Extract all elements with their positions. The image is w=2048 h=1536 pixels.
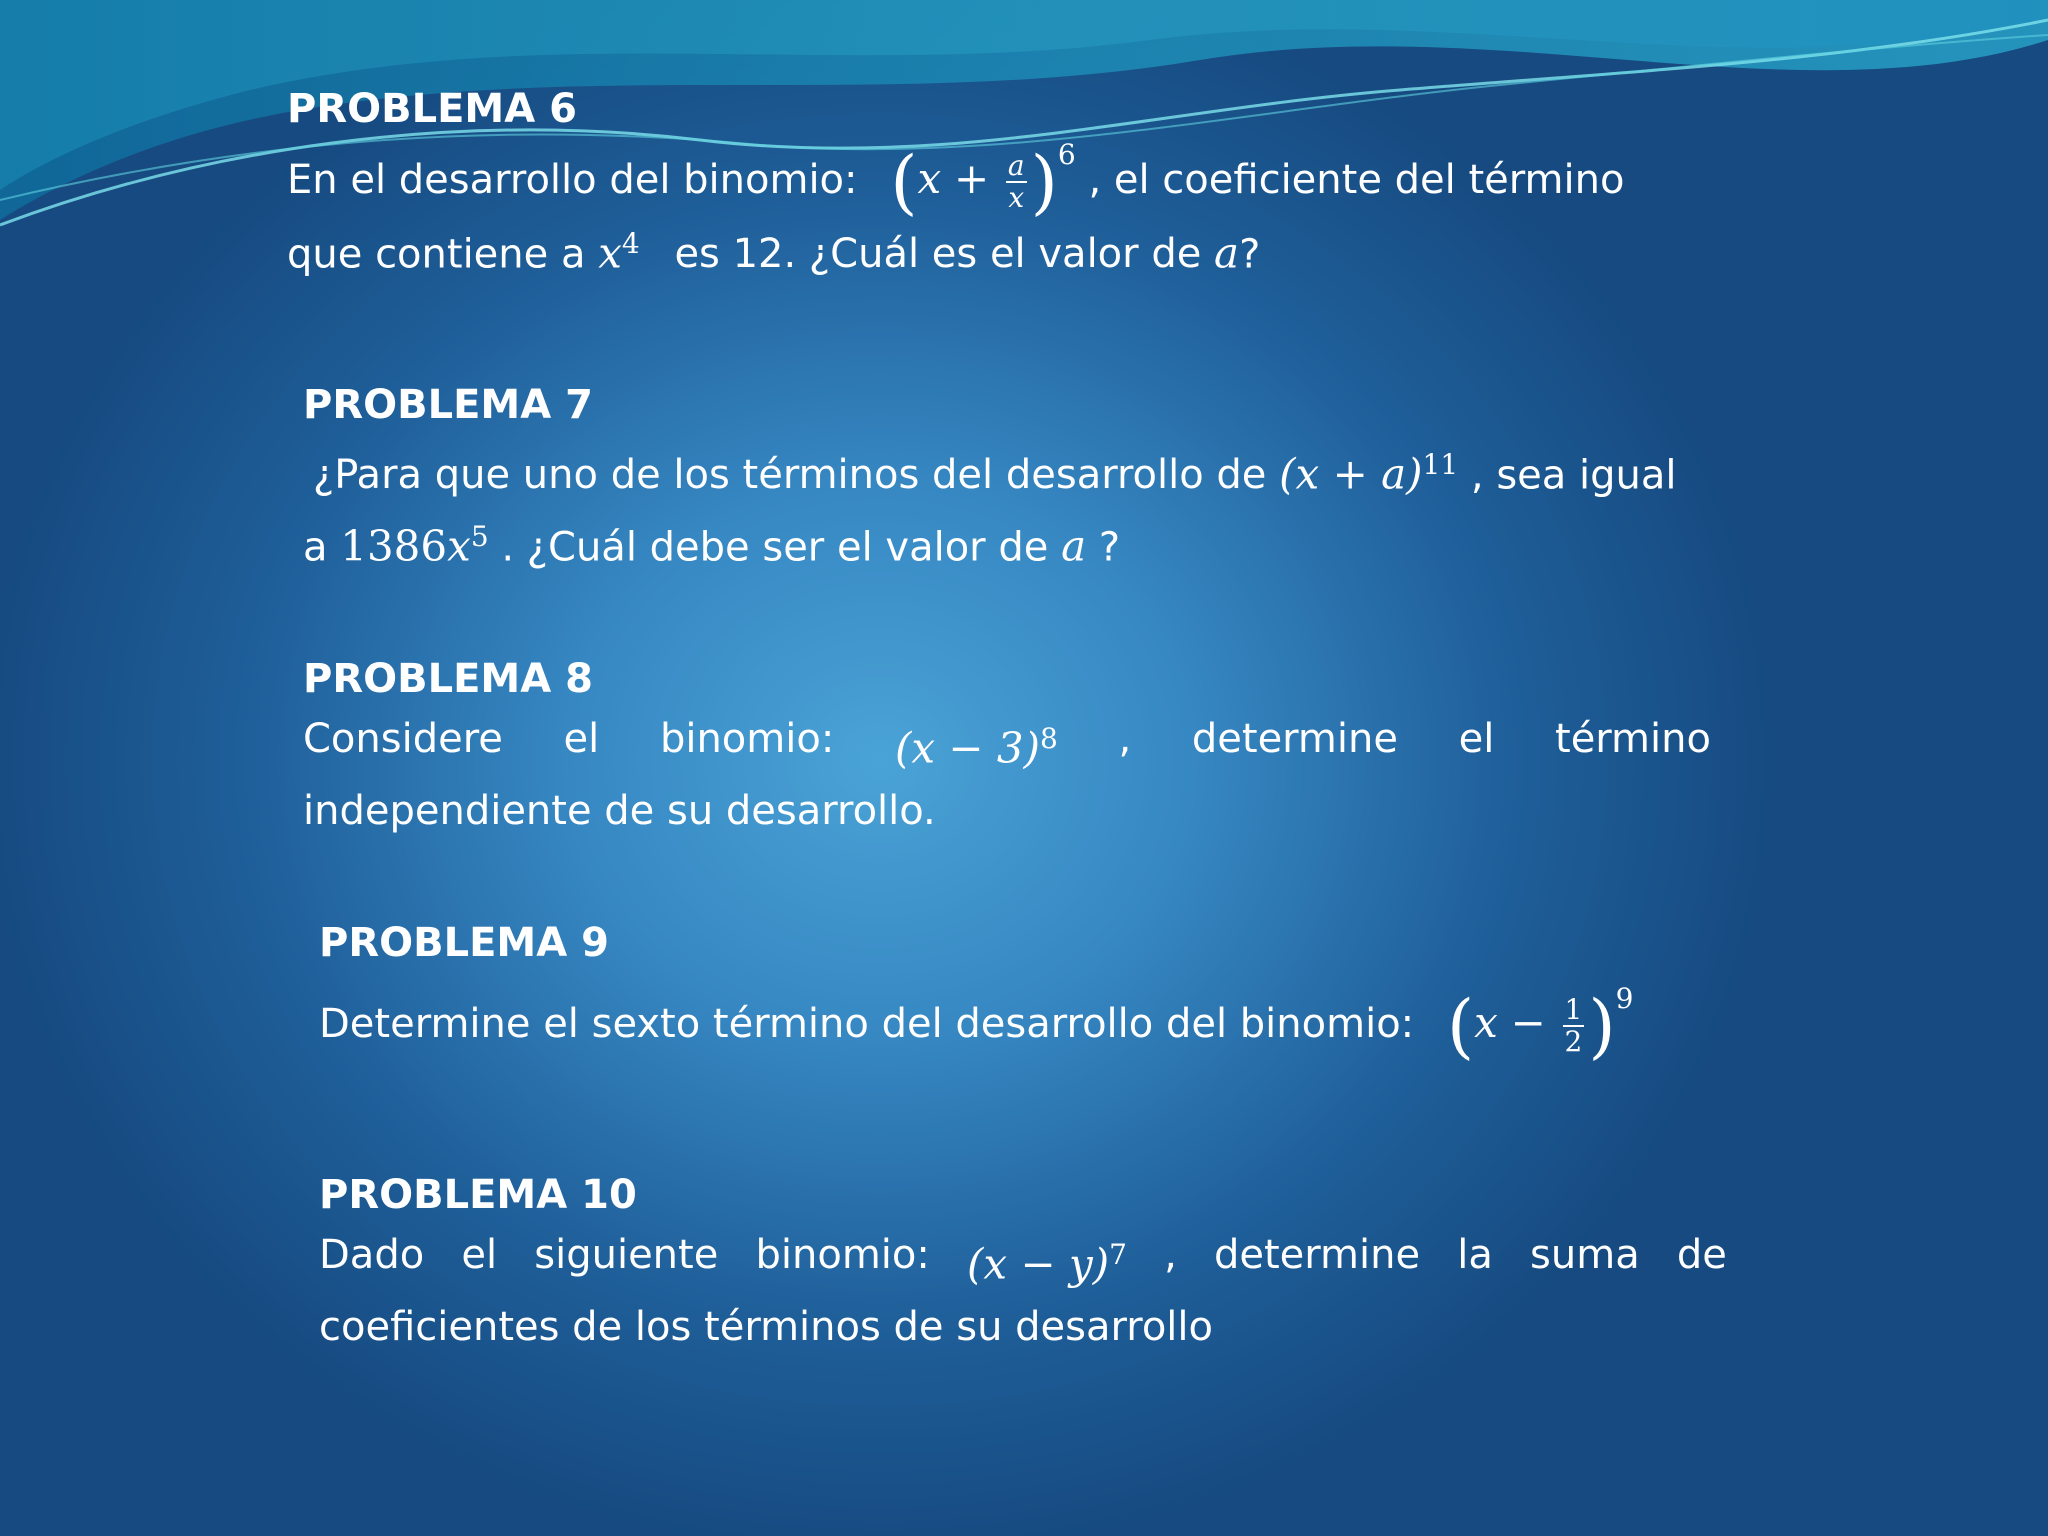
variable-x: x (1474, 998, 1498, 1047)
exponent: 9 (1615, 982, 1634, 1015)
variable-a: a (1061, 521, 1087, 571)
word: suma (1530, 1232, 1640, 1278)
problem-7-text: a (303, 524, 328, 571)
word: el (563, 716, 600, 762)
fraction-one-half (1563, 995, 1585, 1057)
problem-6-text: En el desarrollo del binomio: (287, 157, 858, 203)
word: determine (1191, 716, 1398, 762)
word: Considere (303, 716, 503, 762)
problem-10-title: PROBLEMA 10 (319, 1172, 637, 1218)
problem-7-text: . ¿Cuál debe ser el valor de (501, 524, 1049, 571)
fraction-numerator: a (1007, 149, 1025, 182)
word: el (1458, 716, 1495, 762)
problem-9-title: PROBLEMA 9 (319, 920, 609, 966)
problem-9 (319, 918, 1759, 1067)
problem-6-text: , el coeficiente del término (1088, 157, 1625, 203)
open-paren: ( (1446, 985, 1475, 1067)
exponent: 5 (470, 520, 489, 554)
problem-6 (287, 84, 1727, 285)
fraction-denominator: x (1008, 181, 1025, 214)
problem-8 (303, 654, 1711, 842)
problem-6-title: PROBLEMA 6 (287, 86, 577, 132)
comma: , (1164, 1232, 1177, 1278)
fraction-denominator: 2 (1564, 1025, 1583, 1058)
word: término (1555, 716, 1711, 762)
problem-7-line-1 (303, 434, 1743, 506)
word: siguiente (534, 1232, 719, 1278)
problem-9-binomial (1446, 982, 1634, 1067)
variable-a: a (1214, 228, 1240, 278)
fraction-numerator: 1 (1564, 993, 1583, 1026)
binomial (895, 708, 1058, 780)
problem-7-title: PROBLEMA 7 (303, 382, 593, 428)
open-paren: ( (890, 141, 918, 223)
word: determine (1214, 1232, 1421, 1278)
binomial-expression: (x − y) (967, 1239, 1110, 1289)
binomial-expression: (x − 3) (894, 723, 1041, 773)
word: binomio: (755, 1232, 930, 1278)
comma: , (1118, 716, 1132, 762)
binomial-expression: (x + a) (1279, 449, 1423, 499)
problem-6-binomial (890, 138, 1088, 223)
problem-9-line-1 (319, 982, 1759, 1067)
fraction-a-over-x (1006, 151, 1027, 213)
exponent: 11 (1422, 448, 1459, 481)
binomial (967, 1224, 1127, 1296)
problem-7 (303, 380, 1743, 579)
question-mark: ? (1098, 524, 1121, 571)
word: el (461, 1232, 498, 1278)
exponent: 4 (621, 227, 640, 260)
question-mark: ? (1239, 231, 1261, 278)
coefficient: 1386 (340, 521, 448, 571)
problem-8-line-1 (303, 708, 1711, 780)
problem-10 (319, 1170, 1727, 1358)
variable-x: x (447, 521, 471, 571)
problem-6-line-1 (287, 138, 1727, 223)
word: la (1457, 1232, 1493, 1278)
exponent: 7 (1109, 1238, 1127, 1271)
word: de (1676, 1232, 1727, 1278)
plus-sign: + (953, 154, 990, 203)
problem-9-text: Determine el sexto término del desarrollo del binomio: (319, 1001, 1415, 1047)
exponent: 6 (1057, 138, 1076, 171)
problem-7-text: ¿Para que uno de los términos del desarrollo de (313, 452, 1267, 499)
problem-7-line-2 (303, 506, 1743, 578)
exponent: 8 (1040, 722, 1058, 755)
problem-7-text: , sea igual (1470, 452, 1677, 499)
word: Dado (319, 1232, 425, 1278)
close-paren: ) (1588, 985, 1616, 1067)
problem-6-text: que contiene a (287, 231, 586, 278)
problem-8-title: PROBLEMA 8 (303, 656, 593, 702)
problem-6-line-2 (287, 213, 1727, 285)
problem-8-line-2: independiente de su desarrollo. (303, 788, 936, 835)
close-paren: ) (1030, 141, 1058, 223)
word: binomio: (659, 716, 835, 762)
variable-x: x (917, 154, 942, 203)
variable-x: x (598, 228, 622, 278)
problem-10-line-1 (319, 1224, 1727, 1296)
problem-10-line-2: coeficientes de los términos de su desarrollo (319, 1304, 1213, 1351)
minus-sign: − (1510, 998, 1546, 1047)
problem-6-text: es 12. ¿Cuál es el valor de (674, 231, 1202, 278)
